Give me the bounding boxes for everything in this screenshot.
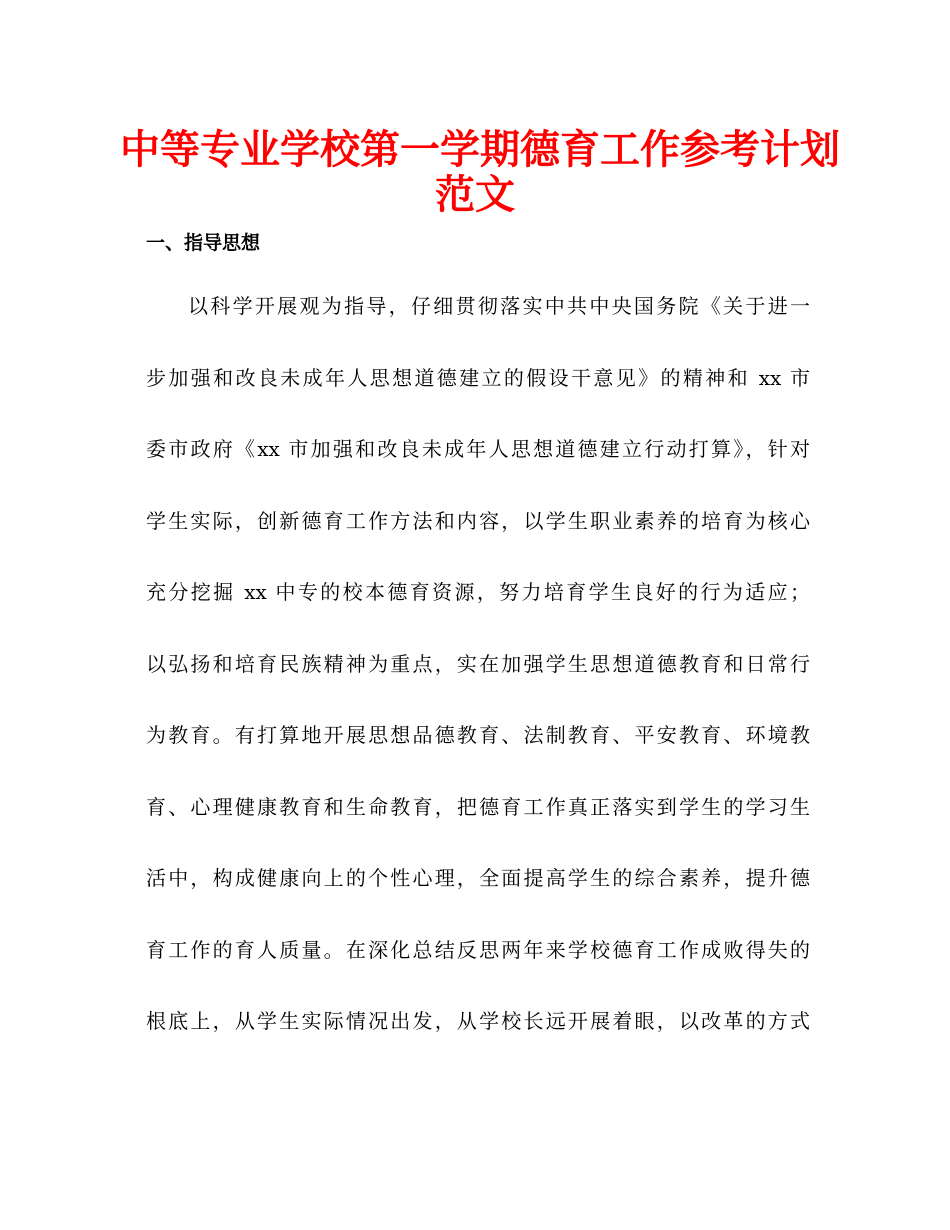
paragraph-line: 充分挖掘 xx 中专的校本德育资源，努力培育学生良好的行为适应； <box>146 580 810 604</box>
paragraph-line: 为教育。有打算地开展思想品德教育、法制教育、平安教育、环境教 <box>146 723 810 747</box>
document-title-line-2: 范文 <box>435 172 515 218</box>
paragraph-line: 育、心理健康教育和生命教育，把德育工作真正落实到学生的学习生 <box>146 795 810 819</box>
paragraph-line: 委市政府《xx 市加强和改良未成年人思想道德建立行动打算》，针对 <box>146 437 810 461</box>
paragraph-line: 以弘扬和培育民族精神为重点，实在加强学生思想道德教育和日常行 <box>146 652 810 676</box>
paragraph-line: 根底上，从学生实际情况出发，从学校长远开展着眼，以改革的方式 <box>146 1009 810 1033</box>
paragraph-line: 步加强和改良未成年人思想道德建立的假设干意见》的精神和 xx 市 <box>146 366 810 390</box>
document-title-line-1: 中等专业学校第一学期德育工作参考计划 <box>120 127 840 173</box>
paragraph-line: 以科学开展观为指导，仔细贯彻落实中共中央国务院《关于进一 <box>188 294 810 318</box>
paragraph-line: 育工作的育人质量。在深化总结反思两年来学校德育工作成败得失的 <box>146 938 810 962</box>
section-heading: 一、指导思想 <box>146 232 261 254</box>
paragraph-line: 活中，构成健康向上的个性心理，全面提高学生的综合素养，提升德 <box>146 866 810 890</box>
paragraph-line: 学生实际，创新德育工作方法和内容，以学生职业素养的培育为核心 <box>146 509 810 533</box>
